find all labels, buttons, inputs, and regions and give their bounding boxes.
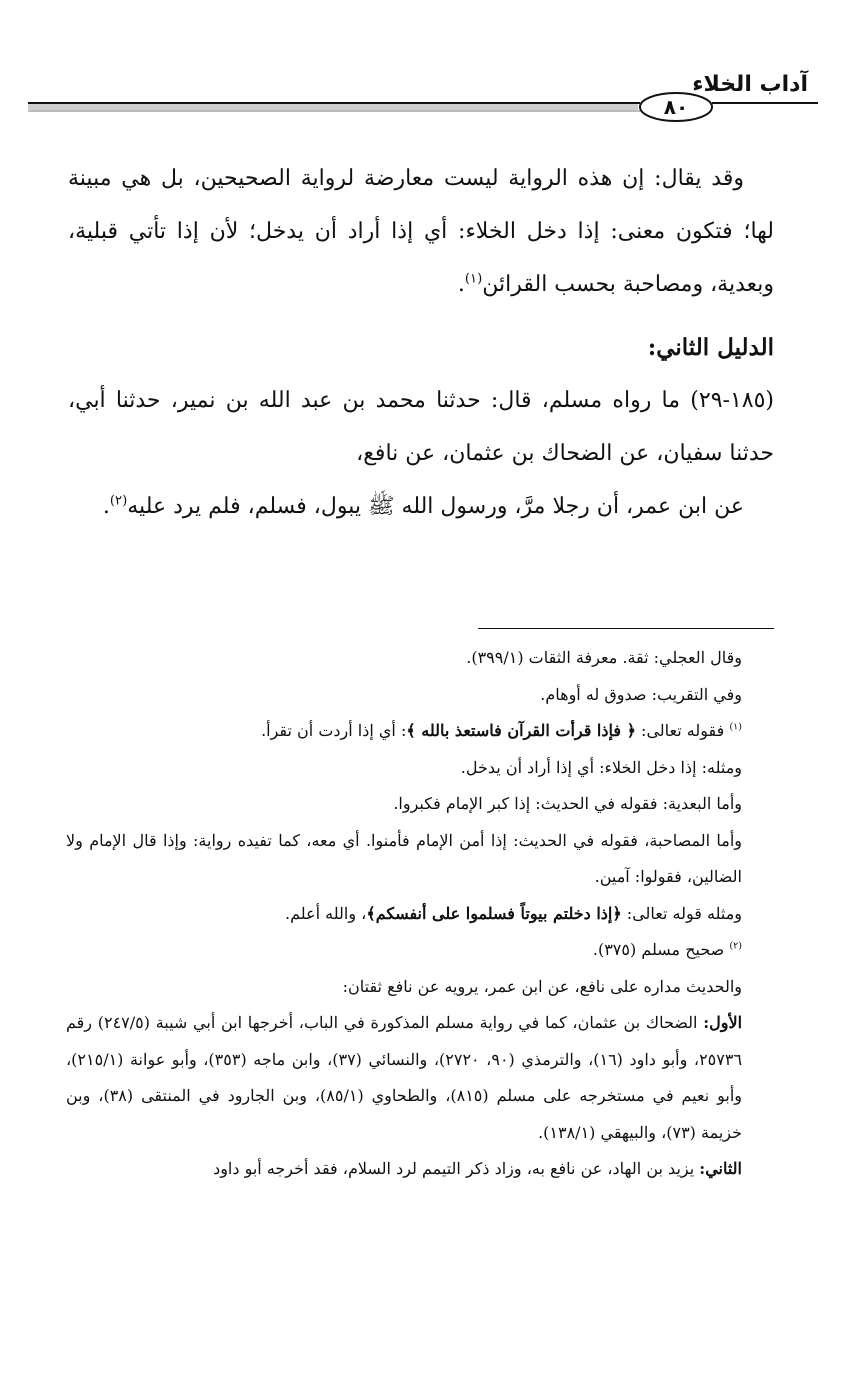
paragraph-2: (١٨٥-٢٩) ما رواه مسلم، قال: حدثنا محمد بن عبد الله بن نمير، حدثنا أبي، حدثنا سفيان، عن الضحاك بن عثمان، عن نافع،: [68, 388, 774, 466]
footnote-text: صحيح مسلم (٣٧٥).: [592, 940, 730, 959]
footnote-line: [66, 1005, 776, 1151]
paragraph-1-end: .: [457, 272, 465, 297]
quran-verse: ﴿إذا دخلتم بيوتاً فسلموا على أنفسكم﴾: [366, 903, 622, 923]
footnote-line: وأما المصاحبة، فقوله في الحديث: إذا أمن الإمام فأمنوا. أي معه، كما تفيده رواية: وإذا قال الإمام ولا الضالين، فقولوا: آمين.: [66, 830, 742, 886]
footnote-text: : أي إذا أردت أن تقرأ.: [261, 721, 407, 740]
section-heading: الدليل الثاني:: [647, 334, 774, 361]
paragraph-3-end: .: [102, 494, 110, 519]
footnote-line: وفي التقريب: صدوق له أوهام.: [540, 684, 742, 704]
running-header-title: آداب الخلاء: [692, 72, 808, 97]
main-text: [68, 152, 774, 533]
footnote-label: الثاني:: [699, 1159, 742, 1178]
page-number: ٨٠: [663, 95, 689, 119]
footnote-2: [66, 932, 776, 969]
paragraph-3-text: عن ابن عمر، أن رجلا مرَّ، ورسول الله ﷺ يبول، فسلم، فلم يرد عليه: [127, 494, 744, 519]
footnote-text: ، والله أعلم.: [285, 903, 367, 923]
paragraph-1: [68, 152, 774, 311]
footnote-text: يزيد بن الهاد، عن نافع به، وزاد ذكر التيمم لرد السلام، فقد أخرجه أبو داود: [213, 1159, 700, 1178]
footnote-line: [66, 1151, 776, 1188]
footnote-ref-1[interactable]: (١): [464, 271, 483, 287]
footnote-line: [66, 896, 776, 933]
footnote-marker-1: (١): [729, 721, 742, 733]
footnote-line: والحديث مداره على نافع، عن ابن عمر، يرويه عن نافع ثقتان:: [342, 976, 742, 996]
paragraph-1-text: وقد يقال: إن هذه الرواية ليست معارضة لرواية الصحيحين، بل هي مبينة لها؛ فتكون معنى: إذا دخل الخلاء: أي إذا أراد أن يدخل؛ لأن إذا تأتي قبلية، وبعدية، ومصاحبة بحسب القرائن: [68, 166, 774, 297]
quran-verse: ﴿ فإذا قرأت القرآن فاستعذ بالله ﴾: [406, 721, 636, 740]
footnote-separator: [478, 628, 774, 629]
footnote-line: وقال العجلي: ثقة. معرفة الثقات (٣٩٩/١).: [466, 648, 742, 667]
footnote-marker-2: (٢): [729, 940, 742, 952]
paragraph-3: [68, 480, 774, 533]
footnote-text: فقوله تعالى:: [635, 721, 730, 740]
footnote-label: الأول:: [703, 1013, 743, 1032]
footnotes: [66, 640, 776, 1188]
footnote-ref-2[interactable]: (٢): [109, 493, 128, 509]
footnote-1: [66, 713, 776, 750]
footnote-line: وأما البعدية: فقوله في الحديث: إذا كبر الإمام فكبروا.: [393, 794, 742, 813]
footnote-line: ومثله: إذا دخل الخلاء: أي إذا أراد أن يدخل.: [460, 757, 742, 777]
footnote-text: الضحاك بن عثمان، كما في رواية مسلم المذكورة في الباب، أخرجها ابن أبي شيبة (٢٤٧/٥) رقم ٢٥٧٣٦، وأبو داود (١٦)، والترمذي (٩٠، ٢٧٢٠)، والنسائي (٣٧)، وابن ماجه (٣٥٣)، وأبو عوانة (٢١٥/١)، وأبو نعيم في مستخرجه على مسلم (٨١٥)، والطحاوي (٨٥/١)، وبن الجارود في المنتقى (٣٨)، وبن خزيمة (٧٣)، والبيهقي (١٣٨/١).: [66, 1013, 743, 1142]
footnote-text: ومثله قوله تعالى:: [621, 903, 742, 923]
